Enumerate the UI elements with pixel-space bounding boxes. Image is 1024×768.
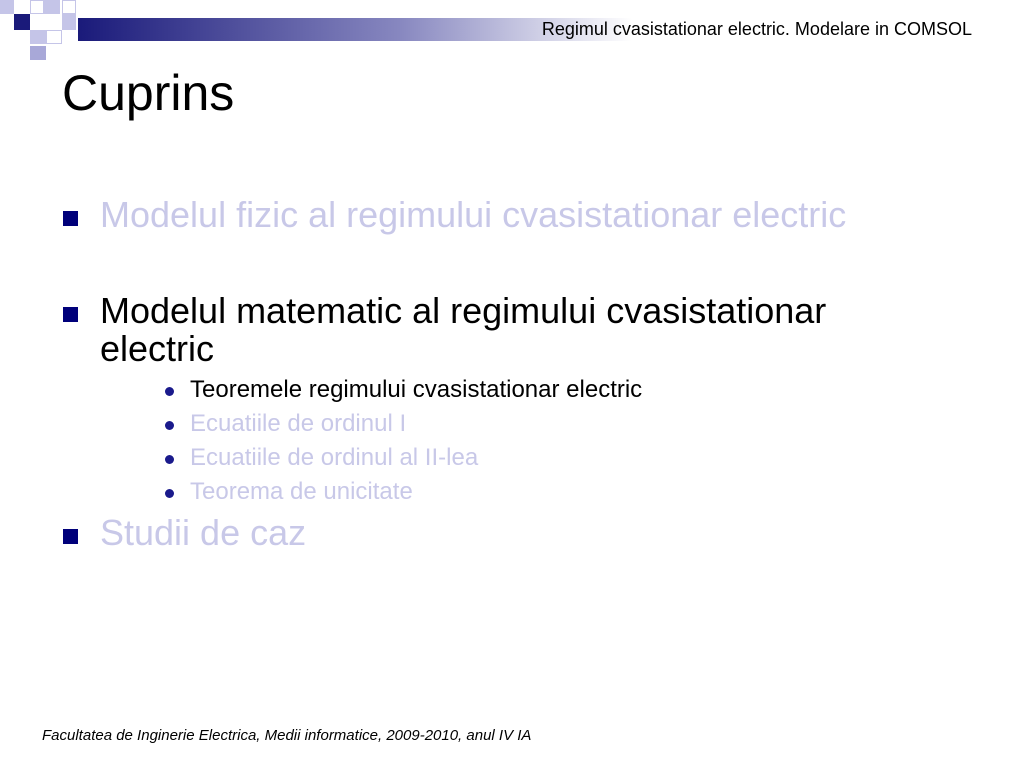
- slide-footer: Facultatea de Inginerie Electrica, Medii informatice, 2009-2010, anul IV IA: [42, 727, 532, 744]
- square-bullet-icon: [63, 211, 78, 226]
- header-title: Regimul cvasistationar electric. Modelare in COMSOL: [541, 19, 972, 39]
- outline-subitem-text: Ecuatiile de ordinul al II-lea: [190, 444, 479, 471]
- square-bullet-icon: [63, 307, 78, 322]
- round-bullet-icon: [165, 489, 174, 498]
- slide-title: Cuprins: [62, 65, 235, 121]
- square-bullet-icon: [63, 529, 78, 544]
- outline-subitem-text: Teoremele regimului cvasistationar electric: [190, 376, 643, 403]
- outline-subitem-text: Ecuatiile de ordinul I: [190, 410, 407, 437]
- round-bullet-icon: [165, 421, 174, 430]
- outline-item-text: Modelul matematic al regimului cvasistationar: [100, 290, 827, 331]
- round-bullet-icon: [165, 455, 174, 464]
- outline-item-text: Modelul fizic al regimului cvasistationar electric: [100, 194, 847, 235]
- outline-subitem-text: Teorema de unicitate: [190, 478, 413, 505]
- round-bullet-icon: [165, 387, 174, 396]
- outline-item-text: Studii de caz: [100, 512, 307, 553]
- outline-item-text-continuation: electric: [100, 328, 215, 369]
